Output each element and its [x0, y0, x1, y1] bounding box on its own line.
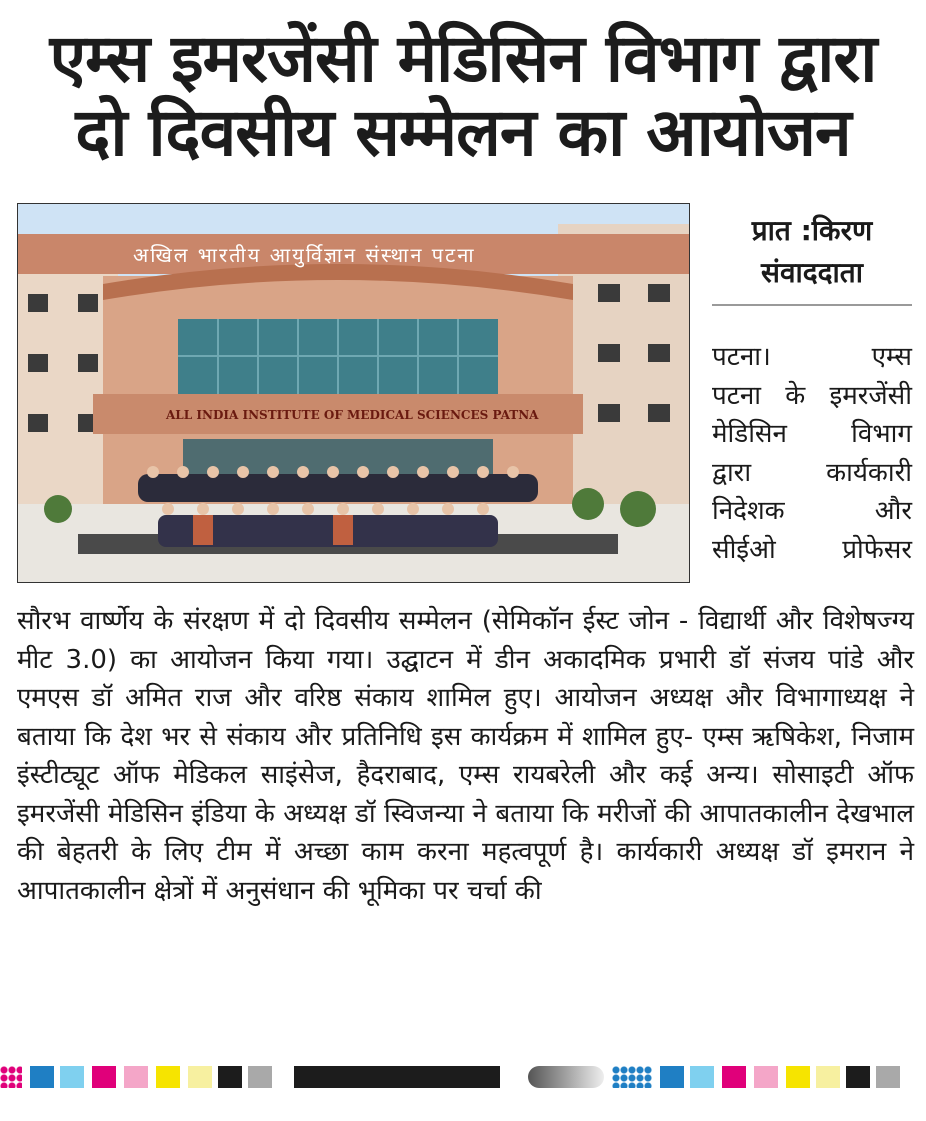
- registration-dots-2: [612, 1066, 652, 1088]
- swatch-gray: [248, 1066, 272, 1088]
- swatch-light-yellow-2: [816, 1066, 840, 1088]
- news-photo: [17, 203, 690, 583]
- swatch-light-cyan: [60, 1066, 84, 1088]
- swatch-magenta: [92, 1066, 116, 1088]
- black-strip: [294, 1066, 500, 1088]
- color-registration-bar: [0, 1066, 926, 1090]
- article-body: [17, 602, 914, 910]
- headline: [0, 22, 926, 170]
- article-paragraph: सौरभ वार्ष्णेय के संरक्षण में दो दिवसीय सम्मेलन (सेमिकॉन ईस्ट जोन - विद्यार्थी और विशेषज्ग्य मीट 3.0) का आयोजन किया गया। उद्घाटन में डीन अकादमिक प्रभारी डॉ संजय पांडे और एमएस डॉ अमित राज और वरिष्ठ संकाय शामिल हुए। आयोजन अध्यक्ष और विभागाध्यक्ष ने बताया कि देश भर से संकाय और प्रतिनिधि इस कार्यक्रम में शामिल हुए- एम्स ऋषिकेश, निजाम इंस्टीट्यूट ऑफ मेडिकल साइंसेज, हैदराबाद, एम्स रायबरेली और कई अन्य। सोसाइटी ऑफ इमरजेंसी मेडिसिन इंडिया के अध्यक्ष डॉ स्विजन्या ने बताया कि मरीजों की आपातकालीन देखभाल की बेहतरी के लिए टीम में अच्छा काम करना महत्वपूर्ण है। कार्यकारी अध्यक्ष डॉ इमरान ने आपातकालीन क्षेत्रों में अनुसंधान की भूमिका पर चर्चा की: [17, 606, 914, 906]
- swatch-light-cyan-2: [690, 1066, 714, 1088]
- registration-dots: [0, 1066, 22, 1088]
- side-line: पटना के इमरजेंसी: [712, 380, 912, 411]
- side-line: निदेशक और: [712, 496, 912, 526]
- swatch-magenta-2: [722, 1066, 746, 1088]
- side-line: मेडिसिन विभाग: [712, 419, 912, 449]
- swatch-black-2: [846, 1066, 870, 1088]
- swatch-pink-2: [754, 1066, 778, 1088]
- headline-line-1: एम्स इमरजेंसी मेडिसिन विभाग द्वारा: [49, 20, 877, 97]
- swatch-pink: [124, 1066, 148, 1088]
- article-side-column: [712, 338, 912, 569]
- gray-gradient-pill: [528, 1066, 604, 1088]
- byline-source: प्रात :किरण: [751, 214, 873, 247]
- byline: [712, 210, 912, 294]
- swatch-cyan: [30, 1066, 54, 1088]
- swatch-gray-2: [876, 1066, 900, 1088]
- photo-illustration: [18, 204, 689, 582]
- byline-divider: [712, 304, 912, 306]
- swatch-cyan-2: [660, 1066, 684, 1088]
- side-line: पटना। एम्स: [712, 342, 912, 372]
- side-line: सीईओ प्रोफेसर: [712, 534, 912, 565]
- byline-role: संवाददाता: [761, 256, 863, 289]
- sign-hindi: अखिल भारतीय आयुर्विज्ञान संस्थान पटना: [133, 243, 476, 267]
- sign-english: ALL INDIA INSTITUTE OF MEDICAL SCIENCES PATNA: [166, 408, 539, 422]
- swatch-yellow-2: [786, 1066, 810, 1088]
- swatch-black: [218, 1066, 242, 1088]
- swatch-light-yellow: [188, 1066, 212, 1088]
- side-line: द्वारा कार्यकारी: [712, 457, 912, 488]
- swatch-yellow: [156, 1066, 180, 1088]
- headline-line-2: दो दिवसीय सम्मेलन का आयोजन: [75, 94, 851, 171]
